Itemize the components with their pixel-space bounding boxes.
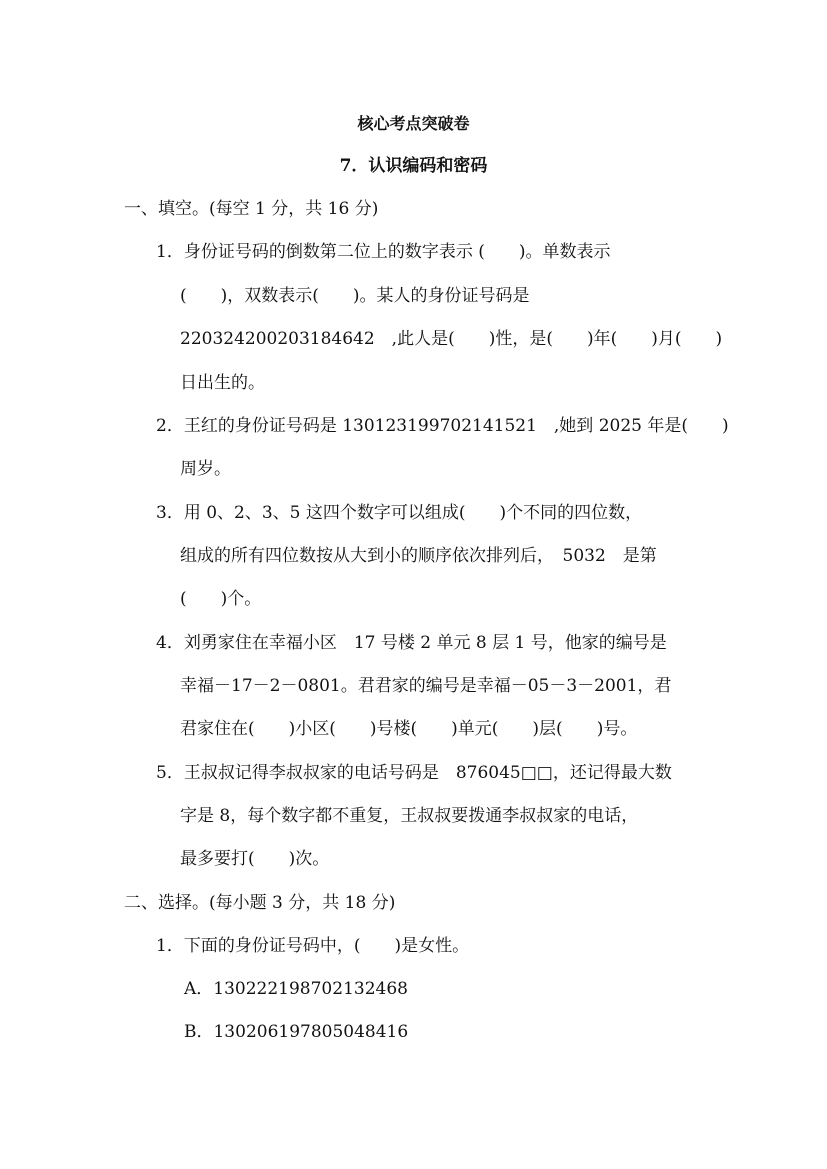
question-1-line-1: 1．身份证号码的倒数第二位上的数字表示 ( )。单数表示	[156, 242, 611, 262]
question-5-line-1: 5．王叔叔记得李叔叔家的电话号码是 876045□□，还记得最大数	[156, 763, 672, 783]
question-3-line-1: 3．用 0、2、3、5 这四个数字可以组成( )个不同的四位数，	[156, 503, 643, 523]
question-3-line-3: ( )个。	[180, 589, 262, 609]
question-1-line-4: 日出生的。	[180, 373, 265, 393]
choice-option-b: B．130206197805048416	[184, 1022, 409, 1042]
section-1-heading: 一、填空。(每空 1 分，共 16 分)	[124, 199, 379, 219]
question-3-line-2: 组成的所有四位数按从大到小的顺序依次排列后， 5032 是第	[180, 546, 657, 566]
question-1-line-2: ( )，双数表示( )。某人的身份证号码是	[180, 286, 530, 306]
question-5-line-3: 最多要打( )次。	[180, 849, 330, 869]
question-2-line-1: 2．王红的身份证号码是 130123199702141521 ,她到 2025 年是( )	[156, 416, 729, 436]
choice-question-1-stem: 1．下面的身份证号码中，( )是女性。	[156, 936, 470, 956]
question-1-line-3: 220324200203184642 ,此人是( )性，是( )年( )月( )	[180, 329, 723, 349]
question-4-line-1: 4．刘勇家住在幸福小区 17 号楼 2 单元 8 层 1 号，他家的编号是	[156, 633, 667, 653]
question-4-line-3: 君家住在( )小区( )号楼( )单元( )层( )号。	[180, 719, 638, 739]
choice-option-a: A．130222198702132468	[184, 979, 408, 999]
question-5-line-2: 字是 8，每个数字都不重复，王叔叔要拨通李叔叔家的电话，	[180, 806, 639, 826]
section-2-heading: 二、选择。(每小题 3 分，共 18 分)	[124, 893, 396, 913]
question-4-line-2: 幸福－17－2－0801。君君家的编号是幸福－05－3－2001，君	[180, 676, 672, 696]
lesson-title: 7．认识编码和密码	[339, 156, 488, 176]
page-title: 核心考点突破卷	[357, 114, 470, 133]
question-2-line-2: 周岁。	[180, 459, 231, 479]
